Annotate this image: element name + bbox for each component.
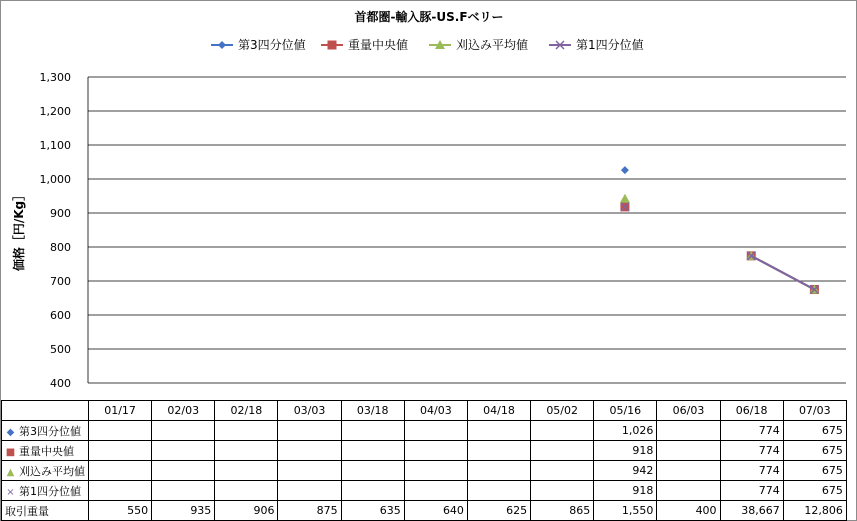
y-tick-label-7: 1,100 bbox=[39, 139, 71, 152]
y-tick-label-5: 900 bbox=[50, 207, 71, 220]
series-1-data-label-8: 1,026 bbox=[594, 421, 657, 441]
series-1-data-label-2 bbox=[215, 421, 278, 441]
series-4-data-label-1 bbox=[152, 481, 215, 501]
x-category-label-0: 01/17 bbox=[89, 401, 152, 421]
series-3-data-label-8: 942 bbox=[594, 461, 657, 481]
volume-value-9: 400 bbox=[657, 501, 720, 521]
series-3-data-label-7 bbox=[531, 461, 594, 481]
volume-value-10: 38,667 bbox=[720, 501, 783, 521]
series-2-data-label-7 bbox=[531, 441, 594, 461]
series-1-data-label-6 bbox=[467, 421, 530, 441]
series-3-row-name: 刈込み平均値 bbox=[19, 464, 85, 478]
series-1-data-label-10: 774 bbox=[720, 421, 783, 441]
x-category-label-1: 02/03 bbox=[152, 401, 215, 421]
series-2-data-label-4 bbox=[341, 441, 404, 461]
series-1-data-label-9 bbox=[657, 421, 720, 441]
series-1-data-label-4 bbox=[341, 421, 404, 441]
series-3-data-label-0 bbox=[89, 461, 152, 481]
data-table bbox=[1, 400, 847, 521]
chart-title: 首都圏-輸入豚-US.Fベリー bbox=[354, 10, 504, 24]
series-1-legend-marker: ◆ bbox=[6, 426, 15, 438]
series-3-data-label-3 bbox=[278, 461, 341, 481]
legend-marker-1 bbox=[218, 41, 226, 49]
series-3-data-label-2 bbox=[215, 461, 278, 481]
series-3-data-label-6 bbox=[467, 461, 530, 481]
y-tick-label-2: 600 bbox=[50, 309, 71, 322]
series-3-data-label-1 bbox=[152, 461, 215, 481]
table-row bbox=[2, 421, 847, 441]
table-row bbox=[2, 501, 847, 521]
volume-value-2: 906 bbox=[215, 501, 278, 521]
series-4-data-label-9 bbox=[657, 481, 720, 501]
series-2-data-label-6 bbox=[467, 441, 530, 461]
y-tick-label-1: 500 bbox=[50, 343, 71, 356]
table-row bbox=[2, 441, 847, 461]
series-2-row-name: 重量中央値 bbox=[19, 444, 74, 458]
series-4-data-label-0 bbox=[89, 481, 152, 501]
series-2-data-label-1 bbox=[152, 441, 215, 461]
volume-row-label: 取引重量 bbox=[2, 501, 89, 521]
series-3-data-label-4 bbox=[341, 461, 404, 481]
series-2-legend-marker: ■ bbox=[5, 446, 16, 458]
series-1-data-label-0 bbox=[89, 421, 152, 441]
y-tick-label-8: 1,200 bbox=[39, 105, 71, 118]
x-category-label-3: 03/03 bbox=[278, 401, 341, 421]
table-row bbox=[2, 481, 847, 501]
y-tick-label-3: 700 bbox=[50, 275, 71, 288]
volume-value-5: 640 bbox=[404, 501, 467, 521]
series-4-segment-10 bbox=[751, 256, 814, 290]
series-3-data-label-9 bbox=[657, 461, 720, 481]
series-4-legend-marker: × bbox=[6, 486, 15, 498]
series-1-point-8 bbox=[621, 166, 629, 174]
series-2-data-label-2 bbox=[215, 441, 278, 461]
series-2-data-label-3 bbox=[278, 441, 341, 461]
y-axis-label: 価格［円/Kg］ bbox=[12, 188, 26, 272]
series-1-data-label-5 bbox=[404, 421, 467, 441]
series-3-data-label-11: 675 bbox=[783, 461, 846, 481]
series-1-data-label-1 bbox=[152, 421, 215, 441]
legend-label-4: 第1四分位値 bbox=[576, 38, 644, 52]
y-tick-label-4: 800 bbox=[50, 241, 71, 254]
series-3-data-label-5 bbox=[404, 461, 467, 481]
series-3-row-label bbox=[2, 461, 89, 481]
x-category-label-5: 04/03 bbox=[404, 401, 467, 421]
series-2-data-label-5 bbox=[404, 441, 467, 461]
legend-label-1: 第3四分位値 bbox=[238, 38, 306, 52]
series-2-data-label-9 bbox=[657, 441, 720, 461]
series-2-row-label bbox=[2, 441, 89, 461]
series-1-row-label bbox=[2, 421, 89, 441]
table-row bbox=[2, 461, 847, 481]
table-corner-cell bbox=[2, 401, 89, 421]
series-3-point-8 bbox=[620, 194, 630, 203]
x-category-label-6: 04/18 bbox=[467, 401, 530, 421]
legend-label-3: 刈込み平均値 bbox=[456, 38, 529, 52]
x-category-label-4: 03/18 bbox=[341, 401, 404, 421]
series-4-data-label-8: 918 bbox=[594, 481, 657, 501]
chart-svg bbox=[1, 1, 856, 401]
series-4-data-label-10: 774 bbox=[720, 481, 783, 501]
series-1-data-label-11: 675 bbox=[783, 421, 846, 441]
volume-value-4: 635 bbox=[341, 501, 404, 521]
volume-value-0: 550 bbox=[89, 501, 152, 521]
legend-label-2: 重量中央値 bbox=[348, 38, 409, 52]
volume-value-3: 875 bbox=[278, 501, 341, 521]
volume-value-1: 935 bbox=[152, 501, 215, 521]
series-4-data-label-2 bbox=[215, 481, 278, 501]
series-3-data-label-10: 774 bbox=[720, 461, 783, 481]
series-1-data-label-3 bbox=[278, 421, 341, 441]
y-tick-label-9: 1,300 bbox=[39, 71, 71, 84]
series-1-data-label-7 bbox=[531, 421, 594, 441]
y-tick-label-6: 1,000 bbox=[39, 173, 71, 186]
volume-value-7: 865 bbox=[531, 501, 594, 521]
series-2-data-label-10: 774 bbox=[720, 441, 783, 461]
series-4-row-name: 第1四分位値 bbox=[19, 484, 81, 498]
x-category-label-8: 05/16 bbox=[594, 401, 657, 421]
x-category-label-9: 06/03 bbox=[657, 401, 720, 421]
volume-value-11: 12,806 bbox=[783, 501, 846, 521]
series-4-data-label-5 bbox=[404, 481, 467, 501]
series-4-data-label-7 bbox=[531, 481, 594, 501]
series-4-data-label-4 bbox=[341, 481, 404, 501]
series-3-legend-marker: ▲ bbox=[6, 466, 15, 478]
x-category-label-11: 07/03 bbox=[783, 401, 846, 421]
series-2-data-label-8: 918 bbox=[594, 441, 657, 461]
y-tick-label-0: 400 bbox=[50, 377, 71, 390]
series-1-row-name: 第3四分位値 bbox=[19, 424, 81, 438]
series-4-data-label-3 bbox=[278, 481, 341, 501]
series-4-data-label-11: 675 bbox=[783, 481, 846, 501]
x-category-label-7: 05/02 bbox=[531, 401, 594, 421]
series-4-data-label-6 bbox=[467, 481, 530, 501]
x-category-label-10: 06/18 bbox=[720, 401, 783, 421]
series-2-data-label-11: 675 bbox=[783, 441, 846, 461]
series-4-row-label bbox=[2, 481, 89, 501]
series-2-data-label-0 bbox=[89, 441, 152, 461]
volume-value-8: 1,550 bbox=[594, 501, 657, 521]
legend-marker-2 bbox=[328, 41, 337, 50]
table-header-row bbox=[2, 401, 847, 421]
x-category-label-2: 02/18 bbox=[215, 401, 278, 421]
volume-value-6: 625 bbox=[467, 501, 530, 521]
